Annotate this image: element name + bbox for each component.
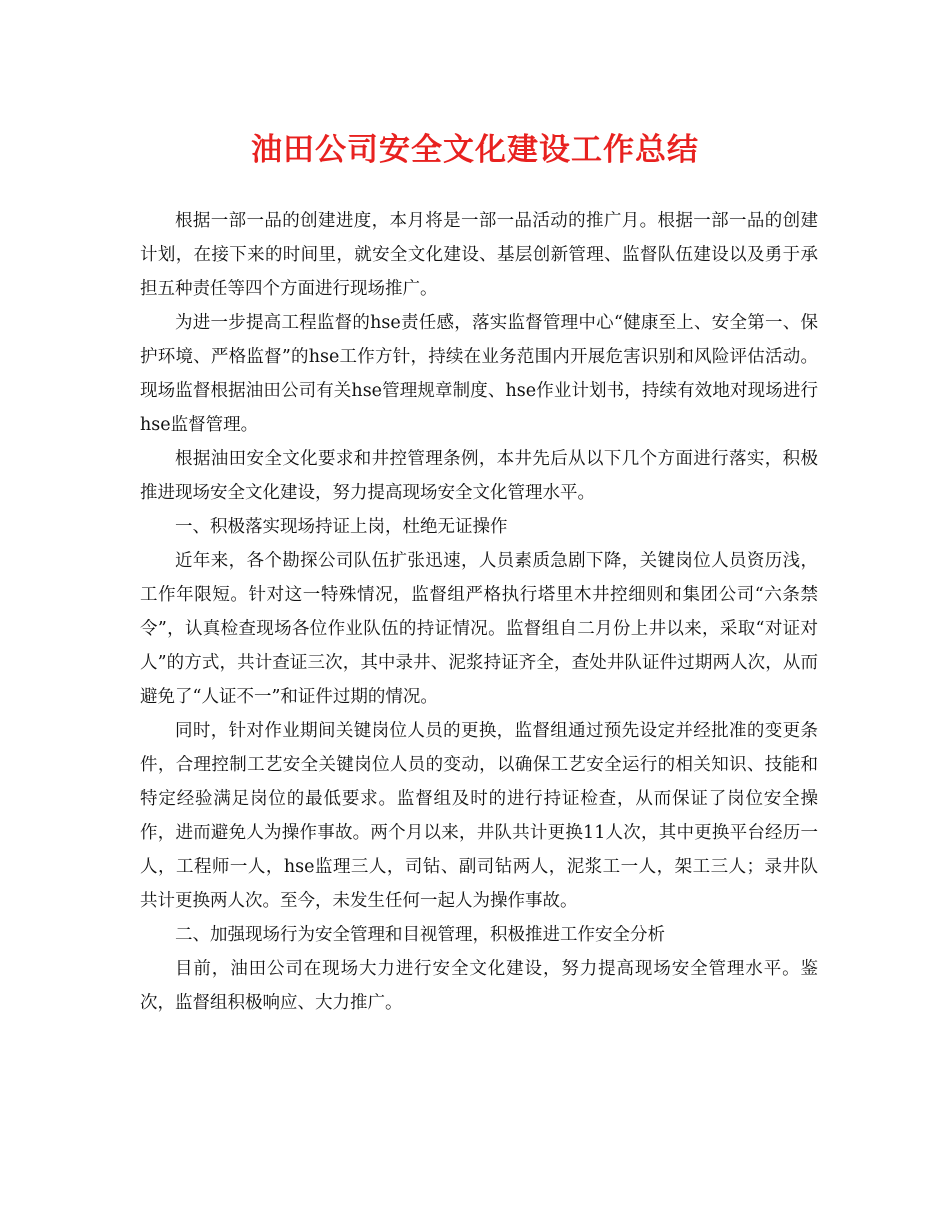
paragraph-current-status: 目前，油田公司在现场大力进行安全文化建设，努力提高现场安全管理水平。鉴次，监督组积极响应、大力推广。 (140, 959, 818, 1013)
section-heading-2: 二、加强现场行为安全管理和目视管理，积极推进工作安全分析 (175, 925, 665, 945)
section-heading-1: 一、积极落实现场持证上岗，杜绝无证操作 (175, 517, 508, 537)
paragraph-intro: 根据一部一品的创建进度，本月将是一部一品活动的推广月。根据一部一品的创建计划，在接下来的时间里，就安全文化建设、基层创新管理、监督队伍建设以及勇于承担五种责任等四个方面进行现场推广。 (140, 211, 818, 299)
paragraph-certification: 近年来，各个勘探公司队伍扩张迅速，人员素质急剧下降，关键岗位人员资历浅，工作年限短。针对这一特殊情况，监督组严格执行塔里木井控细则和集团公司“六条禁令”，认真检查现场各位作业队伍的持证情况。监督组自二月份上井以来，采取“对证对人”的方式，共计查证三次，其中录井、泥浆持证齐全，查处井队证件过期两人次，从而避免了“人证不一”和证件过期的情况。 (140, 551, 818, 707)
page-title: 油田公司安全文化建设工作总结 (251, 132, 699, 168)
paragraph-implementation: 根据油田安全文化要求和井控管理条例，本井先后从以下几个方面进行落实，积极推进现场安全文化建设，努力提高现场安全文化管理水平。 (140, 449, 818, 503)
paragraph-hse-policy: 为进一步提高工程监督的hse责任感，落实监督管理中心“健康至上、安全第一、保护环境、严格监督”的hse工作方针，持续在业务范围内开展危害识别和风险评估活动。现场监督根据油田公司有关hse管理规章制度、hse作业计划书，持续有效地对现场进行hse监督管理。 (140, 313, 818, 435)
document-body (140, 204, 818, 1020)
paragraph-personnel-change: 同时，针对作业期间关键岗位人员的更换，监督组通过预先设定并经批准的变更条件，合理控制工艺安全关键岗位人员的变动，以确保工艺安全运行的相关知识、技能和特定经验满足岗位的最低要求。监督组及时的进行持证检查，从而保证了岗位安全操作，进而避免人为操作事故。两个月以来，井队共计更换11人次，其中更换平台经历一人，工程师一人，hse监理三人，司钻、副司钻两人，泥浆工一人，架工三人；录井队共计更换两人次。至今，未发生任何一起人为操作事故。 (140, 721, 818, 911)
